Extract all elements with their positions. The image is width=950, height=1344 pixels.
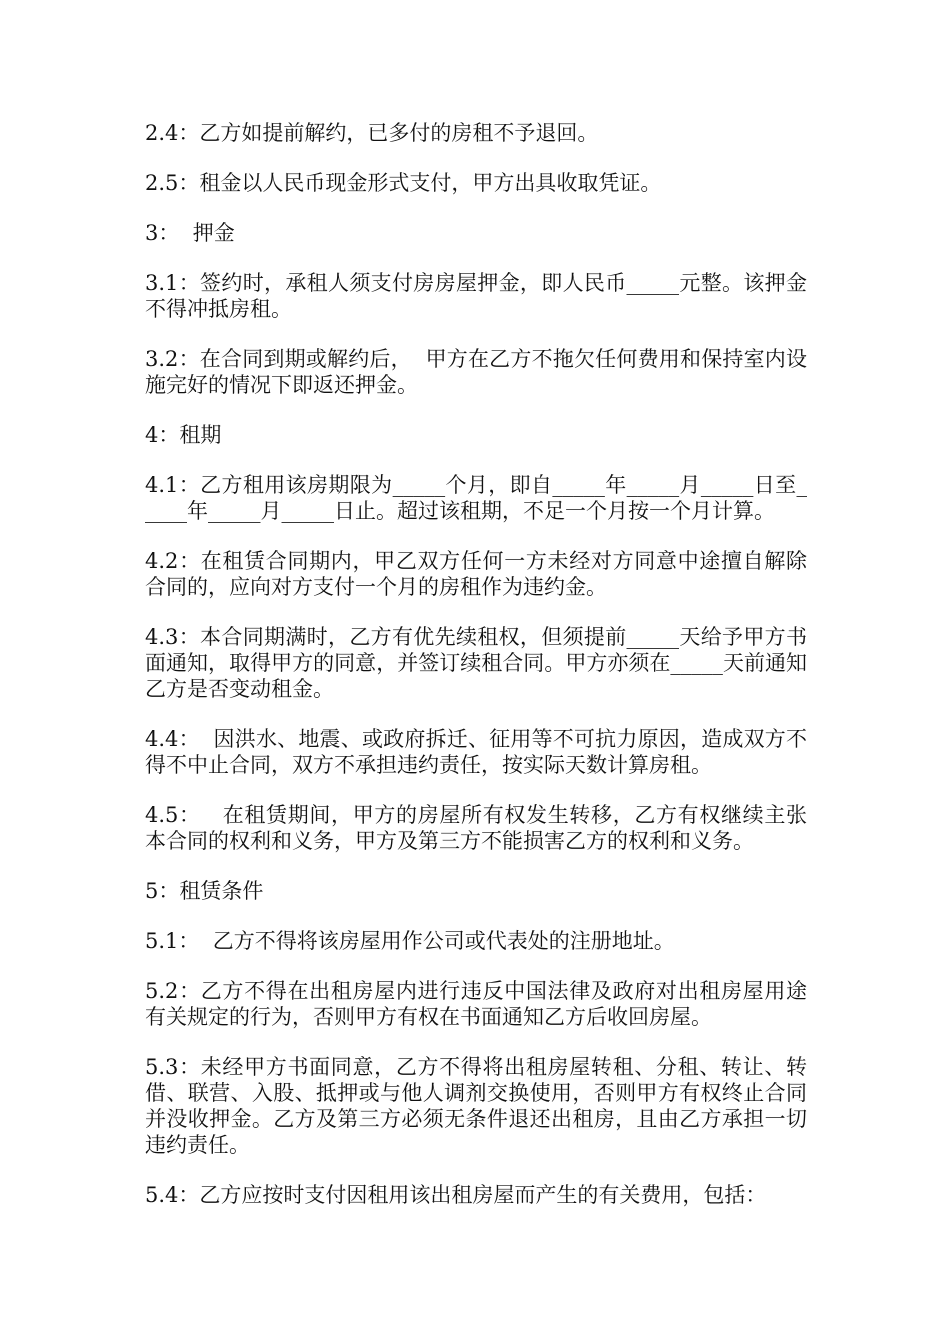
clause-4-4: 4.4： 因洪水、地震、或政府拆迁、征用等不可抗力原因，造成双方不得不中止合同，双方不承担违约责任，按实际天数计算房租。 [145, 727, 807, 777]
clause-4-1: 4.1：乙方租用该房期限为_____个月，即自_____年_____月_____日至_____年_____月_____日止。超过该租期，不足一个月按一个月计算。 [145, 473, 807, 523]
section-heading-lease-term: 4：租期 [145, 423, 222, 447]
clause-5-3: 5.3：未经甲方书面同意，乙方不得将出租房屋转租、分租、转让、转借、联营、入股、抵押或与他人调剂交换使用，否则甲方有权终止合同并没收押金。乙方及第三方必须无条件退还出租房，且由乙方承担一切违约责任。 [145, 1055, 807, 1157]
clause-2-5: 2.5：租金以人民币现金形式支付，甲方出具收取凭证。 [145, 171, 662, 195]
clause-3-1: 3.1：签约时，承租人须支付房房屋押金，即人民币_____元整。该押金不得冲抵房租。 [145, 271, 807, 321]
clause-2-4: 2.4：乙方如提前解约，已多付的房租不予退回。 [145, 121, 599, 145]
section-heading-lease-conditions: 5：租赁条件 [145, 879, 264, 903]
clause-5-1: 5.1： 乙方不得将该房屋用作公司或代表处的注册地址。 [145, 929, 675, 953]
section-heading-deposit: 3： 押金 [145, 221, 235, 245]
clause-3-2: 3.2：在合同到期或解约后， 甲方在乙方不拖欠任何费用和保持室内设施完好的情况下即返还押金。 [145, 347, 807, 397]
clause-5-2: 5.2：乙方不得在出租房屋内进行违反中国法律及政府对出租房屋用途有关规定的行为，否则甲方有权在书面通知乙方后收回房屋。 [145, 979, 807, 1029]
clause-4-5: 4.5： 在租赁期间，甲方的房屋所有权发生转移，乙方有权继续主张本合同的权利和义务，甲方及第三方不能损害乙方的权利和义务。 [145, 803, 807, 853]
clause-5-4: 5.4：乙方应按时支付因租用该出租房屋而产生的有关费用，包括： [145, 1183, 767, 1207]
clause-4-3: 4.3：本合同期满时，乙方有优先续租权，但须提前_____天给予甲方书面通知，取得甲方的同意，并签订续租合同。甲方亦须在_____天前通知乙方是否变动租金。 [145, 625, 807, 701]
clause-4-2: 4.2：在租赁合同期内，甲乙双方任何一方未经对方同意中途擅自解除合同的，应向对方支付一个月的房租作为违约金。 [145, 549, 807, 599]
document-body [145, 120, 807, 1232]
